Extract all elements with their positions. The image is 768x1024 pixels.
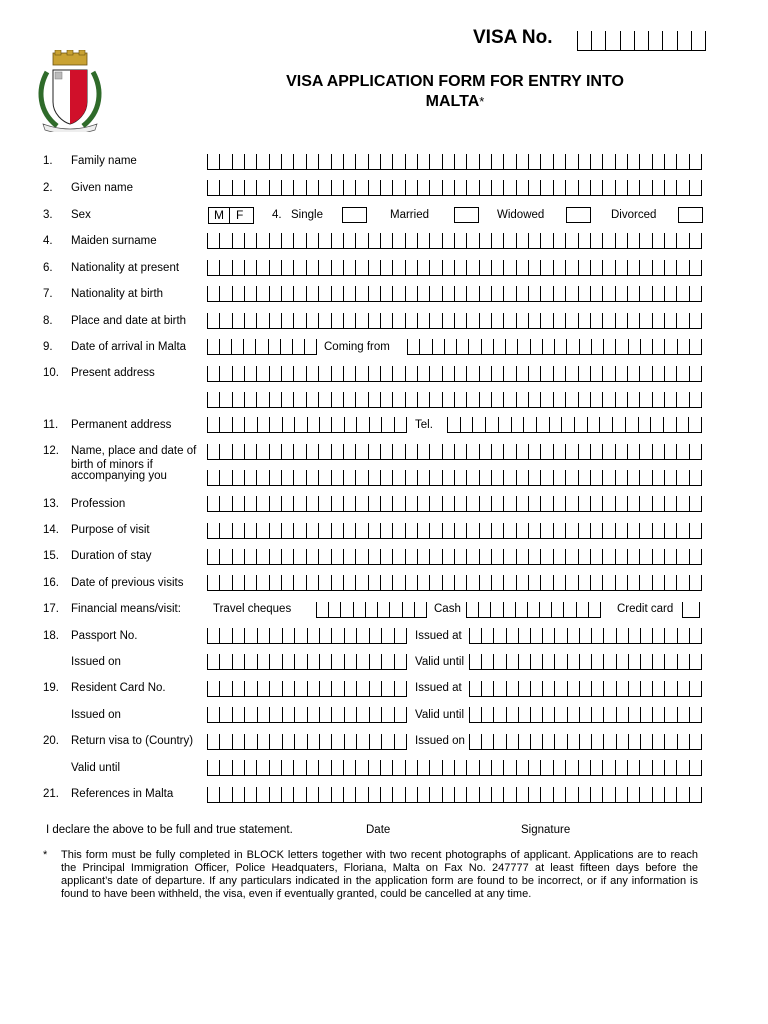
return-visa-issued-on-label: Issued on: [415, 735, 465, 747]
field-label-5: Nationality at present: [71, 262, 180, 274]
place-date-birth-boxes[interactable]: [207, 313, 702, 329]
marital-divorced-label: Divorced: [611, 209, 657, 221]
field-number: 6.: [43, 262, 53, 274]
field-number: 2.: [43, 182, 53, 194]
field-number: 17.: [43, 603, 59, 615]
field-number: 9.: [43, 341, 53, 353]
cash-label: Cash: [434, 603, 461, 615]
field-number: 12.: [43, 445, 59, 457]
field-number: 20.: [43, 735, 59, 747]
field-label-2: Given name: [71, 182, 134, 194]
purpose-boxes[interactable]: [207, 523, 702, 539]
field-label-23: References in Malta: [71, 788, 174, 800]
passport-issued-at-boxes[interactable]: [469, 628, 702, 644]
passport-valid-until-label: Valid until: [415, 656, 465, 668]
maiden-surname-boxes[interactable]: [207, 233, 702, 249]
field-label-11-line2: birth of minors if: [71, 459, 153, 471]
field-label-9: Present address: [71, 367, 155, 379]
given-name-boxes[interactable]: [207, 180, 702, 196]
credit-card-boxes[interactable]: [682, 602, 700, 618]
title-line-1: VISA APPLICATION FORM FOR ENTRY INTO: [286, 73, 624, 90]
field-number: 21.: [43, 788, 59, 800]
passport-issued-at-label: Issued at: [415, 630, 462, 642]
title-star: *: [479, 94, 485, 109]
minors-boxes-1[interactable]: [207, 444, 702, 460]
field-label-22: Valid until: [71, 762, 121, 774]
passport-issued-on-boxes[interactable]: [207, 654, 407, 670]
resident-issued-on-boxes[interactable]: [207, 707, 407, 723]
nationality-birth-boxes[interactable]: [207, 286, 702, 302]
declaration-date-label: Date: [366, 824, 391, 836]
field-number: 10.: [43, 367, 59, 379]
sex-mf-boxes[interactable]: [208, 207, 254, 224]
return-visa-valid-until-boxes[interactable]: [207, 760, 702, 776]
field-number: 14.: [43, 524, 59, 536]
resident-valid-until-label: Valid until: [415, 709, 465, 721]
marital-divorced-checkbox[interactable]: [678, 207, 703, 223]
coming-from-label: Coming from: [324, 341, 390, 353]
coming-from-boxes[interactable]: [407, 339, 702, 355]
malta-coat-of-arms-icon: [35, 50, 105, 132]
travel-cheques-label: Travel cheques: [213, 603, 292, 615]
field-label-19: Resident Card No.: [71, 682, 166, 694]
field-number: 4.: [43, 235, 53, 247]
marital-married-checkbox[interactable]: [454, 207, 479, 223]
cash-boxes[interactable]: [466, 602, 601, 618]
field-number: 16.: [43, 577, 59, 589]
field-number: 1.: [43, 155, 53, 167]
field-number: 3.: [43, 209, 53, 221]
arrival-date-boxes[interactable]: [207, 339, 317, 355]
references-boxes[interactable]: [207, 787, 702, 803]
footnote-star: *: [43, 849, 48, 861]
field-label-4: Maiden surname: [71, 235, 157, 247]
resident-issued-at-label: Issued at: [415, 682, 462, 694]
marital-single-label: Single: [291, 209, 323, 221]
minors-boxes-2[interactable]: [207, 470, 702, 486]
title-line-2: MALTA*: [425, 93, 485, 110]
field-number: 13.: [43, 498, 59, 510]
nationality-present-boxes[interactable]: [207, 260, 702, 276]
marital-married-label: Married: [390, 209, 429, 221]
sex-m-option[interactable]: M: [214, 208, 224, 222]
field-label-7: Place and date at birth: [71, 315, 187, 327]
marital-number: 4.: [272, 209, 282, 221]
permanent-address-boxes[interactable]: [207, 417, 407, 433]
field-label-1: Family name: [71, 155, 137, 167]
field-label-18: Issued on: [71, 656, 121, 668]
duration-boxes[interactable]: [207, 549, 702, 565]
field-label-21: Return visa to (Country): [71, 735, 194, 747]
return-visa-issued-on-boxes[interactable]: [469, 734, 702, 750]
field-label-14: Duration of stay: [71, 550, 152, 562]
field-label-11: Name, place and date of: [71, 445, 197, 457]
previous-visits-boxes[interactable]: [207, 575, 702, 591]
field-number: 15.: [43, 550, 59, 562]
present-address-boxes-1[interactable]: [207, 366, 702, 382]
tel-boxes[interactable]: [447, 417, 702, 433]
field-number: 7.: [43, 288, 53, 300]
tel-label: Tel.: [415, 419, 433, 431]
passport-valid-until-boxes[interactable]: [469, 654, 702, 670]
field-number: 19.: [43, 682, 59, 694]
field-label-3: Sex: [71, 209, 91, 221]
field-label-8: Date of arrival in Malta: [71, 341, 187, 353]
marital-widowed-checkbox[interactable]: [566, 207, 591, 223]
field-label-13: Purpose of visit: [71, 524, 150, 536]
field-label-17: Passport No.: [71, 630, 138, 642]
field-label-12: Profession: [71, 498, 126, 510]
present-address-boxes-2[interactable]: [207, 392, 702, 408]
field-label-10: Permanent address: [71, 419, 172, 431]
field-number: 11.: [43, 419, 59, 431]
visa-no-boxes[interactable]: [577, 31, 706, 51]
footnote-text: This form must be fully completed in BLOCK letters together with two recent photographs of applicant. Applications are to reach the Principal Immigration Officer, Police Headquaters, Floriana, Malta on Fax No. 247777 at least fifteen days before the applicant’s date of departure. If any particulars indicated in the application form are found to be incorrect, or if any information is found to have been withheld, the visa, even if eventually granted, could be cancelled at any time.: [61, 849, 698, 900]
field-number: 8.: [43, 315, 53, 327]
field-label-15: Date of previous visits: [71, 577, 184, 589]
field-label-16: Financial means/visit:: [71, 603, 181, 615]
field-number: 18.: [43, 630, 59, 642]
field-label-6: Nationality at birth: [71, 288, 164, 300]
travel-cheques-boxes[interactable]: [316, 602, 427, 618]
resident-card-boxes[interactable]: [207, 681, 407, 697]
field-label-11-line3: accompanying you: [71, 470, 167, 482]
page-title: [240, 72, 670, 112]
marital-widowed-label: Widowed: [497, 209, 545, 221]
field-label-20: Issued on: [71, 709, 121, 721]
profession-boxes[interactable]: [207, 496, 702, 512]
declaration-statement: I declare the above to be full and true statement.: [46, 824, 293, 836]
visa-no-label: VISA No.: [473, 27, 553, 48]
declaration-signature-label: Signature: [521, 824, 571, 836]
resident-valid-until-boxes[interactable]: [469, 707, 702, 723]
return-visa-country-boxes[interactable]: [207, 734, 407, 750]
sex-f-option[interactable]: F: [236, 208, 244, 222]
marital-single-checkbox[interactable]: [342, 207, 367, 223]
credit-card-label: Credit card: [617, 603, 674, 615]
family-name-boxes[interactable]: [207, 154, 702, 170]
resident-issued-at-boxes[interactable]: [469, 681, 702, 697]
passport-no-boxes[interactable]: [207, 628, 407, 644]
